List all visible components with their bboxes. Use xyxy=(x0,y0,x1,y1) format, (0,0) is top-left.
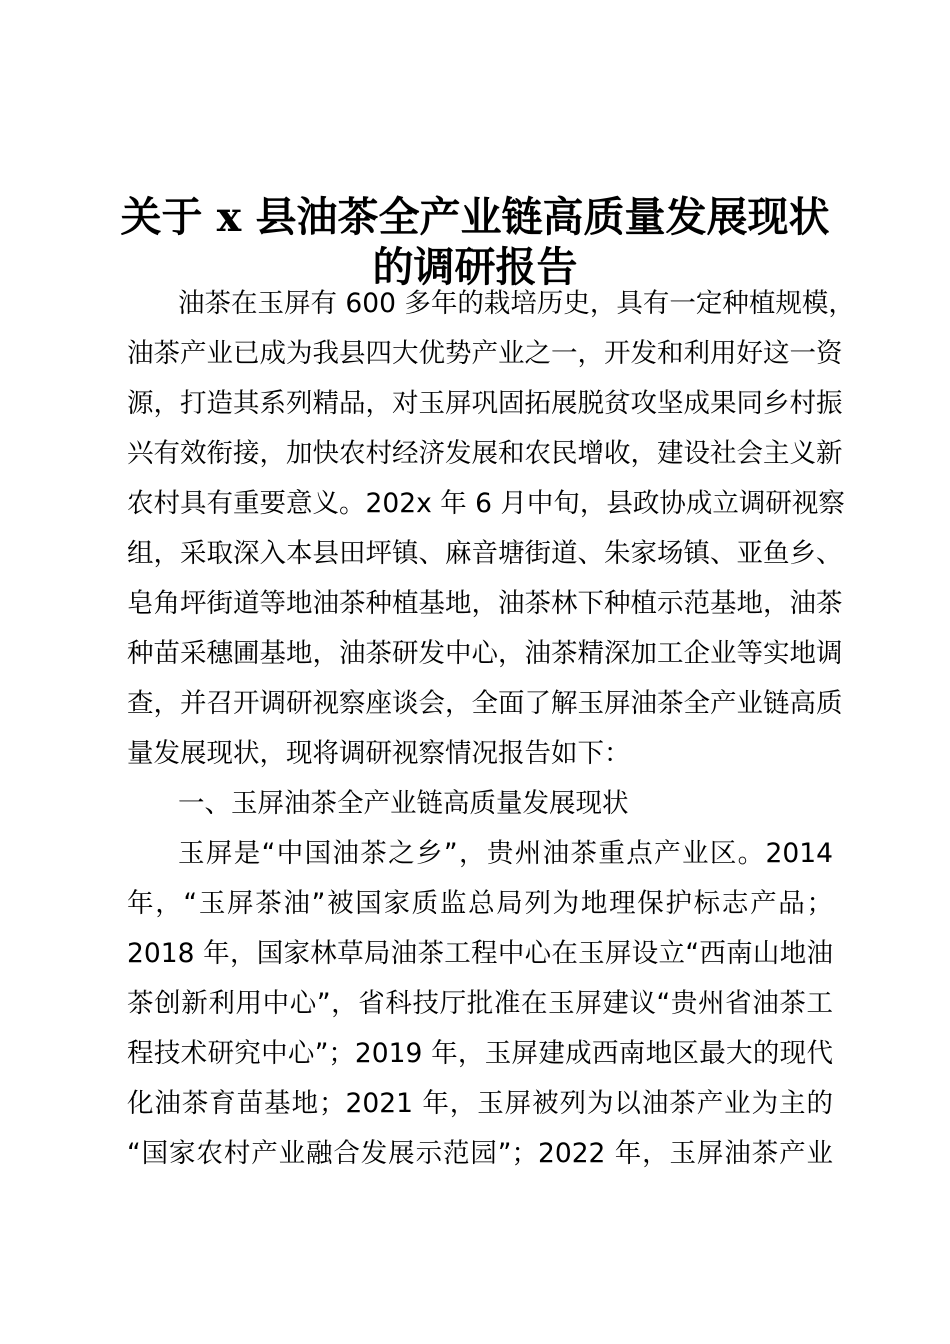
paragraph-2-line: 玉屏是“中国油茶之乡”，贵州油茶重点产业区。2014 xyxy=(178,838,833,869)
paragraph-1-line: 查，并召开调研视察座谈会，全面了解玉屏油茶全产业链高质 xyxy=(127,688,843,719)
paragraph-2-line: 年，“玉屏茶油”被国家质监总局列为地理保护标志产品； xyxy=(127,888,833,919)
paragraph-1-line: 农村具有重要意义。202x 年 6 月中旬，县政协成立调研视察 xyxy=(127,488,845,519)
paragraph-2-line: 茶创新利用中心”，省科技厅批准在玉屏建议“贵州省油茶工 xyxy=(127,988,833,1019)
document-title-line-1: 关于 x 县油茶全产业链高质量发展现状 xyxy=(120,193,830,241)
paragraph-1-line: 种苗采穗圃基地，油茶研发中心，油茶精深加工企业等实地调 xyxy=(127,638,843,669)
paragraph-1-line: 皂角坪街道等地油茶种植基地，油茶林下种植示范基地，油茶 xyxy=(127,588,843,619)
paragraph-1-line: 量发展现状，现将调研视察情况报告如下： xyxy=(127,738,631,769)
paragraph-2-line: 2018 年，国家林草局油茶工程中心在玉屏设立“西南山地油 xyxy=(127,938,833,969)
paragraph-1-line: 组，采取深入本县田坪镇、麻音塘街道、朱家场镇、亚鱼乡、 xyxy=(127,538,843,569)
paragraph-1-line: 源，打造其系列精品，对玉屏巩固拓展脱贫攻坚成果同乡村振 xyxy=(127,388,843,419)
section-1-heading: 一、玉屏油茶全产业链高质量发展现状 xyxy=(178,788,629,819)
paragraph-1-line: 兴有效衔接，加快农村经济发展和农民增收，建设社会主义新 xyxy=(127,438,843,469)
paragraph-1-line: 油茶产业已成为我县四大优势产业之一，开发和利用好这一资 xyxy=(127,338,843,369)
paragraph-2-line: “国家农村产业融合发展示范园”；2022 年，玉屏油茶产业 xyxy=(127,1138,833,1169)
paragraph-1-line: 油茶在玉屏有 600 多年的栽培历史，具有一定种植规模， xyxy=(178,288,855,319)
document-title-line-2: 的调研报告 xyxy=(372,243,578,291)
paragraph-2-line: 程技术研究中心”；2019 年，玉屏建成西南地区最大的现代 xyxy=(127,1038,833,1069)
paragraph-2-line: 化油茶育苗基地；2021 年，玉屏被列为以油茶产业为主的 xyxy=(127,1088,833,1119)
